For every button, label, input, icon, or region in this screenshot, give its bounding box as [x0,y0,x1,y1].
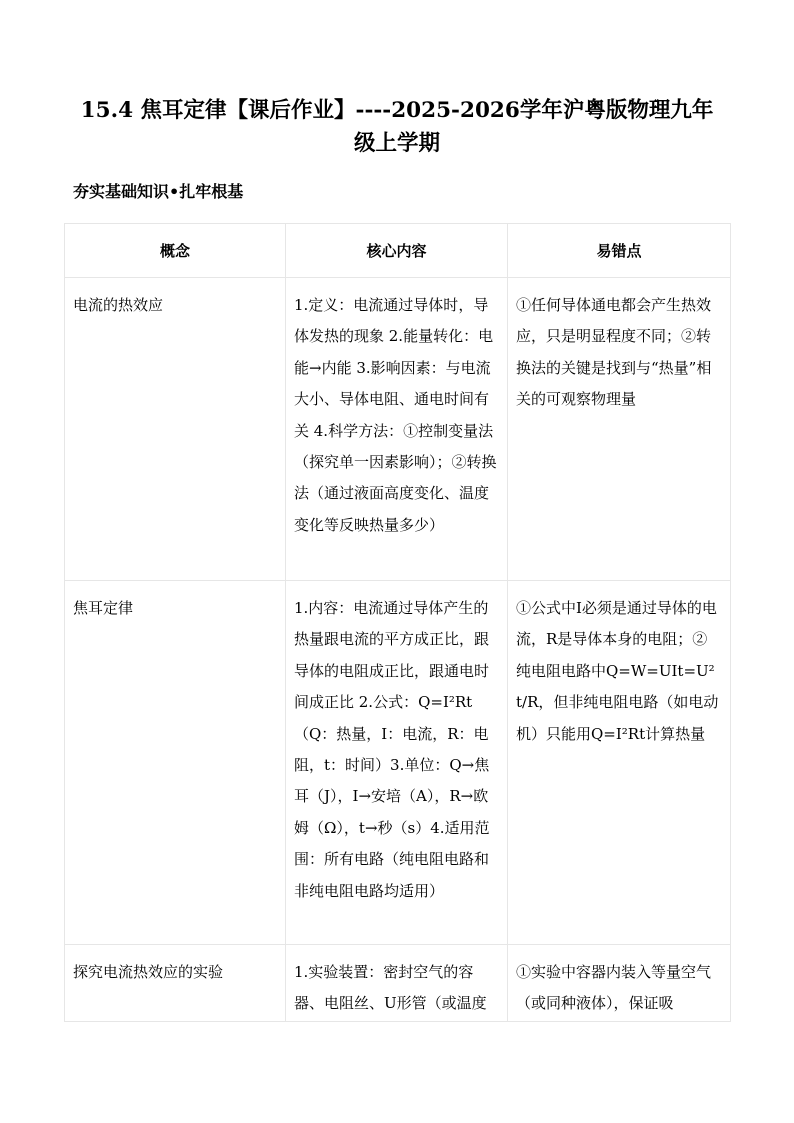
header-pitfall: 易错点 [508,224,731,278]
core-content-text: 1.实验装置：密封空气的容器、电阻丝、U形管（或温度 [294,963,487,1013]
document-title: 15.4 焦耳定律【课后作业】----2025-2026学年沪粤版物理九年级上学期 [80,98,714,156]
section-heading: 夯实基础知识•扎牢根基 [73,182,244,201]
concept-cell [65,581,286,945]
table-row [65,278,731,581]
core-content-cell [286,278,508,581]
header-concept: 概念 [65,224,286,278]
concept-table [64,223,731,1022]
header-core-content: 核心内容 [286,224,508,278]
pitfall-text: ①公式中I必须是通过导体的电流，R是导体本身的电阻；②纯电阻电路中Q=W=UIt=U²t/R，但非纯电阻电路（如电动机）只能用Q=I²Rt计算热量 [516,599,719,743]
pitfall-text: ①实验中容器内装入等量空气（或同种液体），保证吸 [516,963,712,1013]
core-content-cell [286,945,508,1022]
concept-cell [65,945,286,1022]
core-content-text: 1.定义：电流通过导体时，导体发热的现象 2.能量转化：电能→内能 3.影响因素：与电流大小、导体电阻、通电时间有关 4.科学方法：①控制变量法（探究单一因素影响）；②转换法（通过液面高度变化、温度变化等反映热量多少） [294,296,497,534]
pitfall-cell [508,945,731,1022]
concept-text: 电流的热效应 [73,296,164,314]
concept-text: 探究电流热效应的实验 [73,963,224,981]
pitfall-cell [508,581,731,945]
pitfall-text: ①任何导体通电都会产生热效应，只是明显程度不同；②转换法的关键是找到与“热量”相关的可观察物理量 [516,296,712,409]
concept-text: 焦耳定律 [73,599,134,617]
table-header-row [65,224,731,278]
pitfall-cell [508,278,731,581]
table-row [65,945,731,1022]
core-content-text: 1.内容：电流通过导体产生的热量跟电流的平方成正比，跟导体的电阻成正比，跟通电时间成正比 2.公式：Q=I²Rt（Q：热量，I：电流，R：电阻，t：时间）3.单位：Q→焦耳（J），I→安培（A），R→欧姆（Ω），t→秒（s）4.适用范围：所有电路（纯电阻电路和非纯电阻电路均适用） [294,599,490,900]
table-row [65,581,731,945]
concept-cell [65,278,286,581]
core-content-cell [286,581,508,945]
